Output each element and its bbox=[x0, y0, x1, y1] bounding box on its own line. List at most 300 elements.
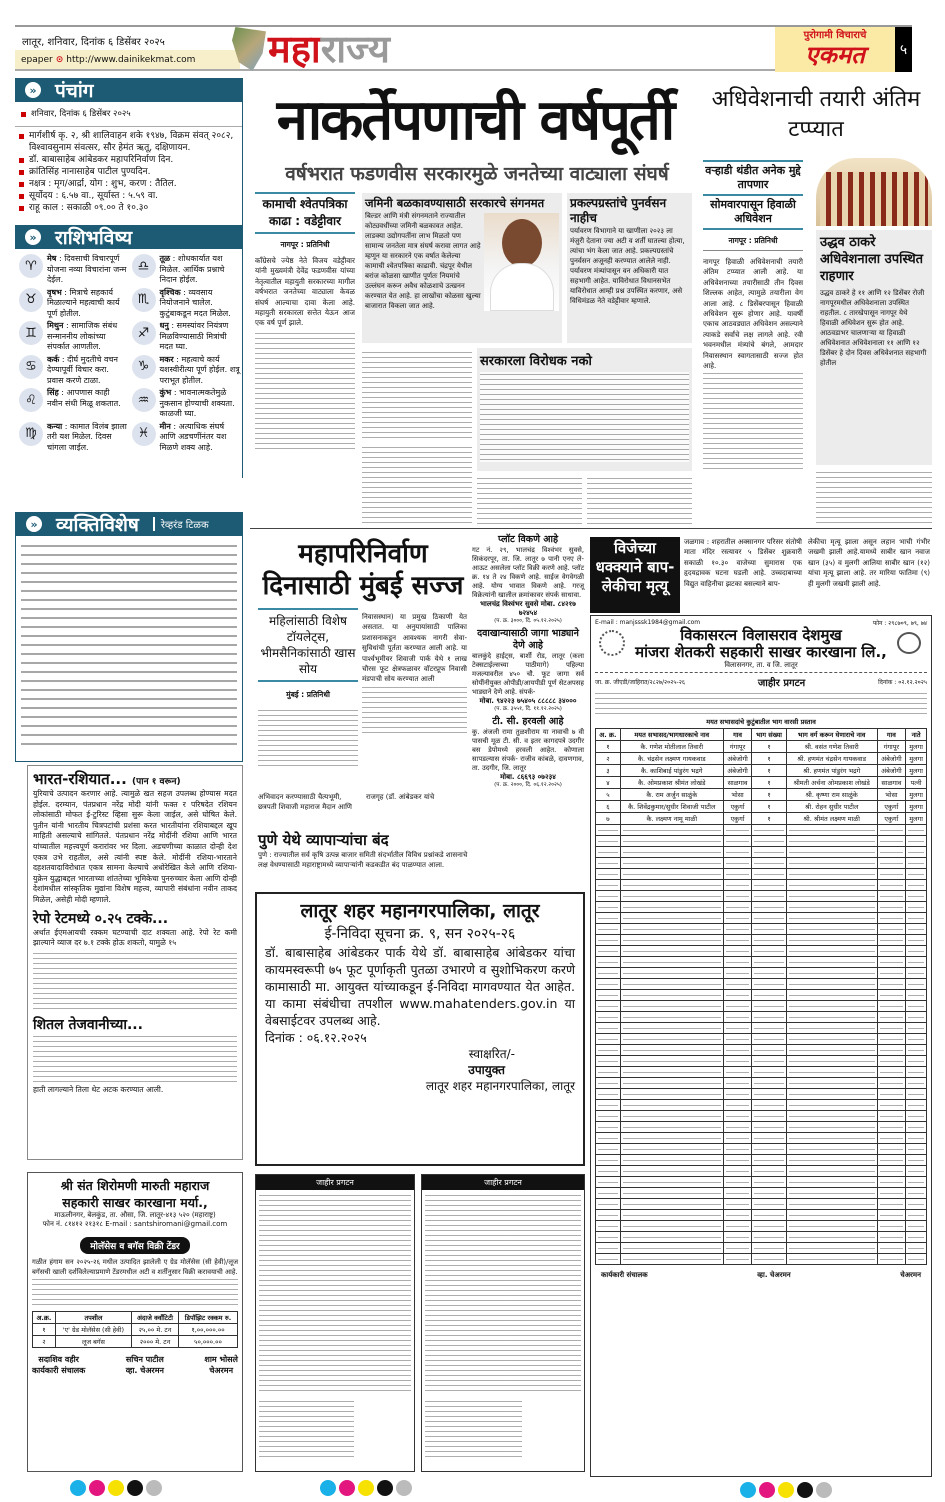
td bbox=[723, 1166, 752, 1177]
td bbox=[723, 946, 752, 957]
session-story bbox=[703, 160, 803, 471]
td bbox=[596, 1023, 621, 1034]
zodiac-icon: ♓ bbox=[132, 422, 156, 446]
td: श्री. श्रीमंत लक्ष्मण माळी bbox=[786, 813, 877, 825]
td: मुलगा bbox=[906, 789, 927, 801]
jahir-pragatan-1 bbox=[255, 1174, 415, 1472]
uddhav-headline: उद्धव ठाकरे अधिवेशनाला उपस्थित राहणार bbox=[820, 235, 924, 284]
chevron-down-icon: » bbox=[26, 516, 42, 532]
td bbox=[723, 1067, 752, 1078]
td: कै. चंद्रसेन लक्ष्मण गायकवाड bbox=[620, 753, 723, 765]
td bbox=[877, 847, 906, 858]
td: अंबेजोगी bbox=[877, 753, 906, 765]
td bbox=[620, 1254, 723, 1265]
opp-body bbox=[480, 372, 689, 462]
epaper-link[interactable]: http://www.dainikekmat.com bbox=[66, 54, 196, 65]
rashi-name: मेष bbox=[47, 254, 57, 263]
table-row bbox=[596, 801, 927, 813]
td bbox=[620, 1034, 723, 1045]
manjara-intro bbox=[595, 691, 927, 715]
rashi-item bbox=[132, 321, 241, 353]
classified-title: प्लॉट विकणे आहे bbox=[497, 534, 559, 545]
table-row bbox=[596, 777, 927, 789]
jahir-title: जाहीर प्रगटन bbox=[422, 1175, 584, 1190]
td bbox=[596, 1089, 621, 1100]
table-row bbox=[596, 869, 927, 880]
td bbox=[906, 1188, 927, 1199]
td bbox=[723, 1045, 752, 1056]
rashi-text: कन्या : कामात विलंब झाला तरी यश मिळेल. दिवस चांगला जाईल. bbox=[47, 421, 127, 452]
td bbox=[752, 858, 786, 869]
td bbox=[786, 913, 877, 924]
pune-story bbox=[258, 830, 468, 870]
td bbox=[596, 957, 621, 968]
sant-name2: सहकारी साखर कारखाना मर्या., bbox=[62, 1195, 208, 1210]
td bbox=[723, 869, 752, 880]
td: लूज बगॅस bbox=[55, 1336, 131, 1348]
land-grab-box bbox=[362, 193, 562, 343]
td bbox=[620, 990, 723, 1001]
td bbox=[877, 1155, 906, 1166]
td bbox=[723, 1232, 752, 1243]
color-dot bbox=[146, 1480, 162, 1496]
td bbox=[906, 935, 927, 946]
registration-marks bbox=[740, 1482, 835, 1502]
td bbox=[752, 968, 786, 979]
td bbox=[786, 1111, 877, 1122]
td: श्री. वसंत गणेश तिवारी bbox=[786, 741, 877, 753]
pune-body: पुणे : राज्यातील सर्व कृषि उत्पन्न बाजार समिती संदर्भातील विविध प्रश्नांकडे शासनाचे लक्ष वेधण्यासाठी महाराष्ट्रामध्ये व्यापाऱ्यांनी कडकडीत बंद पाळण्यात आला. bbox=[258, 851, 468, 869]
td bbox=[877, 924, 906, 935]
th: भाग वर्ग करून घेणाराचे नाव bbox=[786, 729, 877, 741]
table-row bbox=[596, 1199, 927, 1210]
rashi-prediction: दीर्घ मुदतीचे वचन देण्यापूर्वी विचार करा. प्रवास करणे टाळा. bbox=[47, 354, 118, 385]
td bbox=[752, 1012, 786, 1023]
td: १ bbox=[752, 753, 786, 765]
epaper-label: epaper bbox=[21, 54, 53, 65]
table-row bbox=[596, 789, 927, 801]
th: अ.क्र. bbox=[33, 1312, 56, 1324]
table-row bbox=[596, 979, 927, 990]
td bbox=[877, 1067, 906, 1078]
rashi-text: कर्क : दीर्घ मुदतीचे वचन देण्यापूर्वी विचार करा. प्रवास करणे टाळा. bbox=[47, 354, 118, 385]
zodiac-icon: ♐ bbox=[132, 321, 156, 345]
table-row bbox=[596, 1122, 927, 1133]
mahaparinirvan-headline: महापरिनिर्वाण दिनासाठी मुंबई सज्ज bbox=[262, 539, 464, 601]
td: २ bbox=[33, 1336, 56, 1348]
td bbox=[786, 1133, 877, 1144]
td: भोसा bbox=[723, 789, 752, 801]
td bbox=[596, 1254, 621, 1265]
table-row bbox=[596, 880, 927, 891]
td bbox=[752, 1254, 786, 1265]
rashi-name: कुंभ bbox=[159, 388, 172, 397]
chevron-down-icon: » bbox=[25, 229, 41, 245]
zodiac-icon: ♈ bbox=[19, 254, 43, 278]
td bbox=[786, 1210, 877, 1221]
td bbox=[786, 1045, 877, 1056]
classified-contact: मोबा. ९४२२३ ७५४०५ ८८८८८ ३४००० bbox=[479, 697, 577, 705]
rashi-text: वृश्चिक : व्यवसाय नियोजनाने चालेल. कुटुंबाकडून मदत मिळेल. bbox=[159, 287, 231, 318]
col2-text bbox=[362, 350, 472, 440]
td: मुलगा bbox=[906, 813, 927, 825]
epaper-bar bbox=[15, 50, 240, 69]
td bbox=[906, 1012, 927, 1023]
rashi-prediction: आपणास काही नवीन संधी मिळू शकतात. bbox=[47, 388, 121, 408]
uddhav-body: उद्धव ठाकरे हे ११ आणि १२ डिसेंबर रोजी नागपूरमधील अधिवेशनाला उपस्थित राहतील. ८ तारखेपासून नागपूर येथे हिवाळी अधिवेशन सुरू होत आहे. आठवडाभर चालणाऱ्या या हिवाळी अधिवेशनात अधिवेशनाला ११ आणि १२ डिसेंबर हे दोन दिवस अधिवेशनात सहभागी होतील bbox=[820, 289, 927, 367]
td bbox=[877, 1122, 906, 1133]
td bbox=[620, 1210, 723, 1221]
td bbox=[596, 869, 621, 880]
manjara-email: E-mail : manjsssk1984@gmail.com bbox=[595, 619, 701, 626]
rashi-name: मीन bbox=[159, 421, 171, 431]
td bbox=[620, 1221, 723, 1232]
td bbox=[752, 1221, 786, 1232]
td: साळगाव bbox=[723, 777, 752, 789]
td bbox=[877, 1100, 906, 1111]
manjara-phone: फोन : २९८७०९, ७९, ७४ bbox=[872, 620, 927, 627]
repo-headline: रेपो रेटमध्ये ०.२५ टक्के... bbox=[33, 910, 169, 927]
col2b bbox=[362, 445, 472, 525]
panchang-item: क्रांतिसिंह नानासाहेब पाटील पुण्यदिन. bbox=[19, 166, 238, 178]
manjara-refline bbox=[595, 675, 927, 689]
col1-body: काँग्रेसचे ज्येष्ठ नेते विजय वडेट्टीवार यांनी मुख्यमंत्री देवेंद्र फडणवीस यांच्या नेतृत्वातील महायुती सरकारच्या मागील वर्षभरात जनतेच्या वाट्याला केवळ संघर्ष आल्याचा दावा केला आहे. महायुती सरकारला सत्तेत येऊन आज एक वर्ष पूर्ण झाले. bbox=[255, 256, 355, 328]
td: श्रीमती अर्चना ओमप्रकाश लोखंडे bbox=[786, 777, 877, 789]
td: गंगापूर bbox=[723, 741, 752, 753]
td bbox=[752, 957, 786, 968]
td bbox=[877, 979, 906, 990]
td bbox=[596, 825, 621, 836]
classified-ref: (प. क्र. २०००, दि. ०६.१२.२०२५) bbox=[494, 782, 562, 788]
rashi-name: तूळ bbox=[159, 254, 171, 263]
jahir-body bbox=[259, 1193, 411, 1393]
th: मयत सभासद/भागधारकाचे नाव bbox=[620, 729, 723, 741]
td: कै. लक्ष्मण नामू माळी bbox=[620, 813, 723, 825]
td bbox=[620, 968, 723, 979]
td bbox=[786, 1078, 877, 1089]
table-row bbox=[33, 1336, 238, 1348]
main-subhead: वर्षभरात फडणवीस सरकारमुळे जनतेच्या वाट्याला संघर्ष bbox=[285, 163, 669, 185]
sign-role: व्हा. चेअरमन bbox=[757, 1271, 791, 1279]
td bbox=[752, 1089, 786, 1100]
td: मुलगा bbox=[906, 765, 927, 777]
table-row bbox=[596, 1221, 927, 1232]
td bbox=[620, 1023, 723, 1034]
td bbox=[877, 1056, 906, 1067]
td: १ bbox=[752, 813, 786, 825]
vidhan-bhavan-photo bbox=[816, 158, 932, 226]
table-row bbox=[596, 1023, 927, 1034]
td bbox=[786, 1023, 877, 1034]
td bbox=[596, 1155, 621, 1166]
latur-sign: स्वाक्षरित/- bbox=[468, 1047, 515, 1061]
td bbox=[620, 957, 723, 968]
td: मुलगा bbox=[906, 741, 927, 753]
td bbox=[596, 979, 621, 990]
manjara-logo-icon bbox=[599, 630, 625, 656]
td bbox=[620, 1122, 723, 1133]
zodiac-icon: ♒ bbox=[132, 388, 156, 412]
td: ४ bbox=[596, 777, 621, 789]
td bbox=[877, 1232, 906, 1243]
classified-ref: (प. क्र. ३५५१, दि. ११.१२.२०२५) bbox=[494, 706, 562, 712]
td: ५ bbox=[596, 789, 621, 801]
td bbox=[723, 1089, 752, 1100]
rashi-item bbox=[19, 422, 128, 454]
td bbox=[786, 880, 877, 891]
td bbox=[723, 1001, 752, 1012]
rashi-prediction: भावनात्मकतेमुळे नुकसान होण्याची शक्यता. काळजी घ्या. bbox=[159, 388, 235, 418]
shital-body bbox=[33, 1034, 237, 1084]
table-row bbox=[596, 813, 927, 825]
vij-headline: विजेच्या धक्क्याने बाप-लेकीचा मृत्यू bbox=[590, 537, 680, 613]
table-row bbox=[596, 1133, 927, 1144]
td bbox=[786, 847, 877, 858]
td bbox=[752, 1155, 786, 1166]
zodiac-icon: ♌ bbox=[19, 388, 43, 412]
td bbox=[752, 1034, 786, 1045]
td bbox=[752, 847, 786, 858]
rashi-item bbox=[132, 422, 241, 454]
td: अंबेजोगी bbox=[723, 753, 752, 765]
td bbox=[620, 847, 723, 858]
rashi-prediction: दिवसाची विचारपूर्ण योजना नव्या विचारांना जन्म देईल. bbox=[47, 254, 127, 284]
registration-marks bbox=[320, 1480, 415, 1500]
sant-contact: फोन नं. ८१४१२ २१३१८ E-mail : santshiromani@gmail.com bbox=[42, 1220, 228, 1228]
td bbox=[723, 1133, 752, 1144]
rashi-item bbox=[132, 254, 241, 286]
td bbox=[596, 1078, 621, 1089]
sign-role: चेअरमन bbox=[209, 1366, 234, 1375]
td bbox=[752, 1056, 786, 1067]
td bbox=[786, 1144, 877, 1155]
td bbox=[786, 836, 877, 847]
byline: नागपूर : प्रतिनिधी bbox=[703, 236, 803, 251]
color-dot bbox=[89, 1480, 105, 1496]
td bbox=[596, 924, 621, 935]
td bbox=[596, 891, 621, 902]
rashi-name: मिथुन bbox=[47, 321, 64, 330]
td bbox=[620, 1078, 723, 1089]
td bbox=[752, 1001, 786, 1012]
td bbox=[620, 1188, 723, 1199]
rashi-name: कर्क bbox=[47, 354, 60, 364]
rashi-text: मिथुन : सामाजिक संबंध सन्माननीय लोकांच्या संपर्कात आणतील. bbox=[47, 321, 118, 351]
td bbox=[596, 1034, 621, 1045]
color-dot bbox=[339, 1480, 355, 1496]
table-row bbox=[596, 1243, 927, 1254]
td bbox=[786, 1199, 877, 1210]
th: तपशील bbox=[55, 1312, 131, 1324]
td bbox=[596, 1111, 621, 1122]
bharat-rashia-box bbox=[27, 765, 243, 1160]
opp-headline: सरकारला विरोधक नको bbox=[480, 354, 592, 369]
td bbox=[906, 1221, 927, 1232]
classified-title: दवाखान्यासाठी जागा भाड्याने देणे आहे bbox=[477, 628, 579, 651]
td bbox=[877, 1254, 906, 1265]
zodiac-icon: ♍ bbox=[19, 422, 43, 446]
table-row bbox=[596, 990, 927, 1001]
td bbox=[723, 957, 752, 968]
tagline: पुरोगामी विचाराचे bbox=[803, 30, 867, 41]
td bbox=[906, 979, 927, 990]
uddhav-box bbox=[816, 230, 932, 465]
td bbox=[723, 990, 752, 1001]
td bbox=[596, 858, 621, 869]
td: १ bbox=[752, 777, 786, 789]
td bbox=[877, 1166, 906, 1177]
td: मुलगा bbox=[906, 801, 927, 813]
td bbox=[752, 1243, 786, 1254]
td bbox=[620, 1155, 723, 1166]
table-row bbox=[596, 924, 927, 935]
th: नाते bbox=[906, 729, 927, 741]
td bbox=[723, 1155, 752, 1166]
td: अंबेजोगी bbox=[723, 765, 752, 777]
bharat-title: भारत-रशियात... bbox=[33, 770, 127, 788]
rashi-text: सिंह : आपणास काही नवीन संधी मिळू शकतात. bbox=[47, 388, 121, 408]
sign-role: कार्यकारी संचालक bbox=[32, 1366, 86, 1375]
td bbox=[620, 1045, 723, 1056]
td bbox=[906, 957, 927, 968]
manjara-ad bbox=[590, 615, 932, 1477]
td bbox=[906, 924, 927, 935]
section-logo-red: महा bbox=[268, 27, 321, 71]
color-dot bbox=[759, 1482, 775, 1498]
td bbox=[752, 1188, 786, 1199]
td bbox=[752, 1111, 786, 1122]
sign-role: चेअरमन bbox=[900, 1271, 921, 1279]
td bbox=[620, 1177, 723, 1188]
td bbox=[752, 1210, 786, 1221]
td bbox=[877, 902, 906, 913]
td bbox=[620, 935, 723, 946]
latur-title: लातूर शहर महानगरपालिका, लातूर bbox=[300, 900, 540, 922]
bharat-body: युरियाचे उत्पादन करणार आहे. त्यामुळे खत सहज उपलब्ध होण्यास मदत होईल. दरम्यान, पंतप्रधान नरेंद्र मोदी यांनी फक्त र परिषदेत रशियन लोकांसाठी मोफत ई-टुरिस्ट व्हिसा सुरू केला जाईल, असे घोषित केले. पुतीन यांनी भारतीय चित्रपटांची प्रशंसा करत भारतीयांना रशियाबद्दल खूप माहिती असल्याचे सांगितले. पंतप्रधान नरेंद्र मोदींनी रशिया आणि भारत यांच्यातील महत्त्वपूर्ण करारांवर भर दिला. अडचणीच्या काळात दोन्ही देश एकत्र उभे राहतील, असे त्यांनी स्पष्ट केले. मोदींनी रशिया-भारताने दहशतवादाविरोधात एकत्र सामना केल्याचे अधोरेखित केले आणि रशिया-युक्रेन युद्धाबद्दल भारताच्या शांततेच्या भूमिकेचा पुनरुच्चार केला आणि दोन्ही देशांमधील सांस्कृतिक मुद्यांना विशेष महत्त्व, व्यापारी संबंधांना नवीन ताकद मिळेल, असेही मोदी म्हणाले. bbox=[33, 789, 237, 904]
classified-body: गट नं. २९, भालचंद्र विश्वंभर सुवसे, सिकंदरपूर, ता. जि. लातूर ७ पानी एनए ले-आऊट असलेला प्लॉट विक्री करणे आहे. प्लॉट क्र. १४ ते २४ विकणे आहे. साईज वेगवेगळी आहे. योग्य भावात विकणे आहे. गरजू विक्रेत्यांनी खालील क्रमांकावर संपर्क साधावा. bbox=[472, 546, 584, 599]
td bbox=[786, 869, 877, 880]
td: एकुर्गा bbox=[723, 813, 752, 825]
rashi-header bbox=[15, 225, 242, 249]
td bbox=[620, 1166, 723, 1177]
td bbox=[596, 880, 621, 891]
td bbox=[786, 979, 877, 990]
rashi-prediction: व्यवसाय नियोजनाने चालेल. कुटुंबाकडून मदत मिळेल. bbox=[159, 287, 231, 318]
td bbox=[877, 1001, 906, 1012]
table-row bbox=[596, 935, 927, 946]
mahaparinirvan-sub: महिलांसाठी विशेष टॉयलेट्स, भीमसैनिकांसाठी खास सोय bbox=[260, 614, 356, 676]
td bbox=[906, 1001, 927, 1012]
sant-table bbox=[32, 1311, 238, 1348]
td bbox=[620, 1144, 723, 1155]
table-row bbox=[33, 1324, 238, 1336]
rashi-text: तूळ : शोधकार्यात यश मिळेल. आर्थिक प्रश्नाचे निदान होईल. bbox=[159, 254, 225, 284]
td bbox=[723, 1122, 752, 1133]
td bbox=[786, 891, 877, 902]
classified-ad bbox=[472, 716, 584, 789]
jahir-title: जाहीर प्रगटन bbox=[256, 1175, 414, 1190]
vyakti-panel bbox=[15, 512, 243, 762]
color-dot bbox=[797, 1482, 813, 1498]
td bbox=[877, 990, 906, 1001]
classified-contact: भालचंद्र विश्वंभर सुवसे मोबा. ८४२१७ ७२४५४ bbox=[480, 600, 576, 617]
manjara-notice-title: जाहीर प्रगटन bbox=[757, 678, 806, 689]
td bbox=[752, 1166, 786, 1177]
td bbox=[596, 1232, 621, 1243]
td bbox=[906, 1199, 927, 1210]
td bbox=[877, 968, 906, 979]
td bbox=[877, 880, 906, 891]
td bbox=[596, 847, 621, 858]
td bbox=[620, 1056, 723, 1067]
td: १ bbox=[752, 741, 786, 753]
table-row bbox=[596, 1232, 927, 1243]
td bbox=[620, 1100, 723, 1111]
col-text bbox=[587, 476, 692, 526]
td bbox=[877, 1188, 906, 1199]
td bbox=[752, 825, 786, 836]
td bbox=[906, 869, 927, 880]
zodiac-icon: ♏ bbox=[132, 288, 156, 312]
td bbox=[877, 1133, 906, 1144]
classifieds-column bbox=[472, 534, 584, 792]
td bbox=[752, 1045, 786, 1056]
byline: नागपूर : प्रतिनिधी bbox=[280, 240, 330, 249]
td bbox=[906, 858, 927, 869]
rashi-name: कन्या bbox=[47, 421, 63, 431]
rashi-prediction: महत्वाचे कार्य यशस्वीरीत्या पूर्ण होईल. शत्रू पराभूत होतील. bbox=[159, 354, 240, 385]
col1-headline: कामाची श्वेतपत्रिका काढा : वडेट्टीवार bbox=[262, 197, 348, 228]
td bbox=[620, 858, 723, 869]
table-row bbox=[596, 1155, 927, 1166]
rashi-prediction: कामात विलंब झाला तरी यश मिळेल. दिवस चांगला जाईल. bbox=[47, 421, 127, 452]
td bbox=[620, 1067, 723, 1078]
td bbox=[752, 935, 786, 946]
td: पत्नी bbox=[906, 777, 927, 789]
td: कै. गणेश मोतीलाल तिवारी bbox=[620, 741, 723, 753]
box-body: बिल्डर आणि मंत्री संगनमताने राज्यातील कोट्यवधींच्या जमिनी बळकावत आहेत. लाडक्या उद्योगपतींना लाभ मिळतो पण सामान्य जनतेला मात्र संघर्ष करावा लागत आहे म्हणून या सरकारने एक वर्षात केलेल्या कामाची श्वेतपत्रिका काढावी. चंद्रपूर येथील बरांज कोळसा खाणीत पूर्णतः नियमांचे उल्लंघन करून अवैध कोळशाचे उत्खनन करण्यात येत आहे. हा लाखोंचा कोळसा खुल्या बाजारात विकला जात आहे. bbox=[365, 212, 481, 310]
manjara-table-title: मयत सभासदांचे कुटुंबातील भाग वारसी प्रस्ताव bbox=[706, 718, 816, 726]
td bbox=[596, 1122, 621, 1133]
manjara-table bbox=[595, 728, 927, 1265]
rashi-prediction: अत्याधिक संघर्ष आणि अडचणींनंतर यश मिळणे शक्य आहे. bbox=[159, 421, 227, 452]
section-logo bbox=[268, 28, 390, 70]
mahaparinirvan-col2 bbox=[362, 612, 467, 735]
td bbox=[877, 869, 906, 880]
td: श्री. रोहन सुधीर पाटील bbox=[786, 801, 877, 813]
td: २ bbox=[596, 753, 621, 765]
panchang-list bbox=[15, 126, 242, 217]
bottom-cols bbox=[477, 476, 692, 526]
right-headline: अधिवेशनाची तयारी अंतिम टप्प्यात bbox=[711, 87, 921, 142]
td: १,००,०००.०० bbox=[178, 1324, 237, 1336]
col-text bbox=[362, 685, 467, 735]
td bbox=[786, 1155, 877, 1166]
td: गंगापूर bbox=[877, 741, 906, 753]
td: ७ bbox=[596, 813, 621, 825]
table-row bbox=[596, 957, 927, 968]
td bbox=[786, 957, 877, 968]
rashi-name: सिंह bbox=[47, 388, 59, 397]
rashi-name: वृश्चिक bbox=[159, 287, 181, 297]
uddhav-cont bbox=[816, 470, 932, 525]
repo-body-cont bbox=[33, 951, 237, 1011]
td bbox=[786, 1067, 877, 1078]
shital-body-end: हाती लागल्याने तिला थेट अटक करण्यात आली. bbox=[33, 1084, 164, 1094]
td: २००० मे. टन bbox=[131, 1336, 178, 1348]
rashi-item bbox=[132, 288, 241, 320]
rashi-item bbox=[19, 355, 128, 387]
